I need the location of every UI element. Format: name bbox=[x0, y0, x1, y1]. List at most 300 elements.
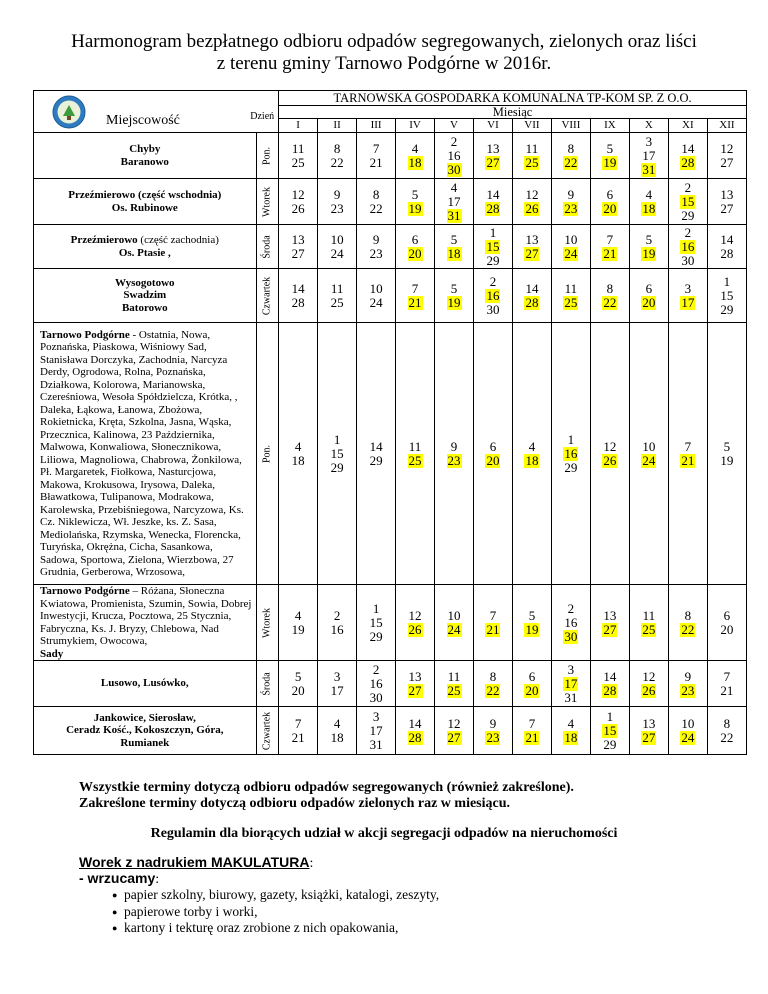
table-row bbox=[34, 179, 747, 225]
date-cell bbox=[512, 269, 551, 323]
location-name: Przeźmierowo bbox=[70, 234, 138, 246]
date-cell bbox=[629, 133, 668, 179]
pickup-date: 25 bbox=[330, 294, 344, 310]
pickup-date: 5 bbox=[528, 607, 536, 623]
pickup-date: 31 bbox=[564, 689, 578, 705]
date-cell bbox=[435, 225, 474, 269]
date-cell bbox=[473, 225, 512, 269]
pickup-date: 11 bbox=[564, 280, 578, 296]
date-cell bbox=[318, 225, 357, 269]
green-pickup-date: 26 bbox=[408, 621, 422, 637]
schedule-table bbox=[33, 90, 747, 755]
pickup-date: 12 bbox=[408, 607, 422, 623]
pickup-date: 14 bbox=[291, 280, 305, 296]
location-name: Lusowo, Lusówko, bbox=[100, 677, 189, 690]
pickup-date: 10 bbox=[330, 231, 344, 247]
date-cell bbox=[279, 661, 318, 707]
pickup-date: 29 bbox=[330, 459, 344, 475]
date-cell bbox=[707, 707, 746, 755]
date-cell bbox=[396, 225, 435, 269]
green-pickup-date: 16 bbox=[681, 238, 695, 254]
pickup-date: 13 bbox=[525, 231, 539, 247]
date-cell bbox=[396, 661, 435, 707]
date-cell bbox=[512, 585, 551, 661]
green-pickup-date: 20 bbox=[408, 245, 422, 261]
green-pickup-date: 19 bbox=[447, 294, 461, 310]
green-pickup-date: 24 bbox=[681, 729, 695, 745]
pickup-date: 6 bbox=[489, 438, 497, 454]
date-cell bbox=[357, 661, 396, 707]
location-cell bbox=[34, 585, 257, 661]
green-pickup-date: 23 bbox=[564, 200, 578, 216]
date-cell bbox=[590, 323, 629, 585]
date-cell bbox=[435, 707, 474, 755]
green-pickup-date: 25 bbox=[408, 452, 422, 468]
pickup-date: 17 bbox=[447, 193, 461, 209]
date-cell bbox=[668, 225, 707, 269]
day-column-label: Dzień bbox=[250, 111, 275, 122]
date-cell bbox=[357, 269, 396, 323]
green-pickup-date: 25 bbox=[642, 621, 656, 637]
green-pickup-date: 16 bbox=[564, 445, 578, 461]
date-cell bbox=[435, 585, 474, 661]
green-pickup-date: 28 bbox=[525, 294, 539, 310]
date-cell bbox=[357, 323, 396, 585]
month-header: VI bbox=[473, 119, 512, 133]
pickup-date: 4 bbox=[294, 607, 302, 623]
pickup-date: 4 bbox=[333, 715, 341, 731]
table-row bbox=[34, 661, 747, 707]
pickup-date: 3 bbox=[372, 708, 380, 724]
company-name: TARNOWSKA GOSPODARKA KOMUNALNA TP-KOM SP. Z O.O. bbox=[279, 91, 747, 106]
pickup-date: 29 bbox=[369, 628, 383, 644]
weekday-cell bbox=[256, 585, 279, 661]
green-pickup-date: 22 bbox=[681, 621, 695, 637]
pickup-date: 26 bbox=[291, 200, 305, 216]
pickup-date: 4 bbox=[567, 715, 575, 731]
date-cell bbox=[707, 661, 746, 707]
date-cell bbox=[435, 133, 474, 179]
location-cell bbox=[34, 323, 257, 585]
pickup-date: 13 bbox=[603, 607, 617, 623]
date-cell bbox=[357, 133, 396, 179]
date-cell bbox=[318, 661, 357, 707]
date-cell bbox=[629, 661, 668, 707]
date-cell bbox=[668, 707, 707, 755]
pickup-date: 25 bbox=[291, 154, 305, 170]
location-town: Tarnowo Podgórne bbox=[40, 585, 130, 597]
date-cell bbox=[279, 323, 318, 585]
pickup-date: 1 bbox=[723, 273, 731, 289]
pickup-date: 19 bbox=[720, 452, 734, 468]
date-cell bbox=[707, 585, 746, 661]
pickup-date: 30 bbox=[369, 689, 383, 705]
location-cell bbox=[34, 225, 257, 269]
date-cell bbox=[473, 323, 512, 585]
pickup-date: 2 bbox=[684, 224, 692, 240]
date-cell bbox=[279, 179, 318, 225]
green-pickup-date: 25 bbox=[525, 154, 539, 170]
pickup-date: 27 bbox=[720, 154, 734, 170]
date-cell bbox=[668, 585, 707, 661]
pickup-date: 9 bbox=[333, 186, 341, 202]
green-pickup-date: 20 bbox=[603, 200, 617, 216]
green-pickup-date: 31 bbox=[447, 207, 461, 223]
location-cell bbox=[34, 707, 257, 755]
pickup-date: 1 bbox=[372, 600, 380, 616]
list-item: ● kartony i tekturę oraz zrobione z nich opakowania, bbox=[112, 920, 439, 937]
date-cell bbox=[318, 269, 357, 323]
throw-in-heading bbox=[79, 870, 159, 888]
pickup-date: 28 bbox=[291, 294, 305, 310]
weekday-label: Wtorek bbox=[261, 186, 273, 217]
location-name: Baranowo bbox=[120, 155, 169, 168]
pickup-date: 17 bbox=[642, 147, 656, 163]
date-cell bbox=[551, 323, 590, 585]
green-pickup-date: 28 bbox=[603, 682, 617, 698]
pickup-date: 9 bbox=[684, 668, 692, 684]
pickup-date: 4 bbox=[411, 140, 419, 156]
date-cell bbox=[590, 707, 629, 755]
date-cell bbox=[668, 133, 707, 179]
pickup-date: 31 bbox=[369, 736, 383, 752]
pickup-date: 12 bbox=[603, 438, 617, 454]
pickup-date: 5 bbox=[645, 231, 653, 247]
green-pickup-date: 19 bbox=[603, 154, 617, 170]
pickup-date: 7 bbox=[294, 715, 302, 731]
green-pickup-date: 20 bbox=[486, 452, 500, 468]
pickup-date: 4 bbox=[528, 438, 536, 454]
date-cell bbox=[318, 133, 357, 179]
date-cell bbox=[279, 269, 318, 323]
location-cell bbox=[34, 133, 257, 179]
date-cell bbox=[551, 269, 590, 323]
pickup-date: 28 bbox=[720, 245, 734, 261]
month-header: I bbox=[279, 119, 318, 133]
green-pickup-date: 15 bbox=[681, 193, 695, 209]
date-cell bbox=[512, 661, 551, 707]
location-name: Jankowice, Sierosław, bbox=[93, 711, 196, 724]
table-row bbox=[34, 225, 747, 269]
date-cell bbox=[707, 133, 746, 179]
pickup-date: 7 bbox=[723, 668, 731, 684]
pickup-date: 11 bbox=[525, 140, 539, 156]
date-cell bbox=[318, 323, 357, 585]
location-name: Rumianek bbox=[120, 736, 170, 749]
pickup-date: 1 bbox=[489, 224, 497, 240]
pickup-date: 27 bbox=[720, 200, 734, 216]
bag-heading-colon: : bbox=[309, 856, 314, 871]
pickup-date: 8 bbox=[489, 668, 497, 684]
pickup-date: 23 bbox=[369, 245, 383, 261]
table-row bbox=[34, 707, 747, 755]
bag-heading-label: Worek z nadrukiem MAKULATURA bbox=[79, 854, 310, 870]
month-header: IV bbox=[396, 119, 435, 133]
pickup-date: 29 bbox=[486, 252, 500, 268]
green-pickup-date: 22 bbox=[486, 682, 500, 698]
date-cell bbox=[512, 133, 551, 179]
date-cell bbox=[396, 179, 435, 225]
pickup-date: 3 bbox=[567, 661, 575, 677]
date-cell bbox=[551, 585, 590, 661]
pickup-date: 7 bbox=[411, 280, 419, 296]
weekday-cell bbox=[256, 179, 279, 225]
date-cell bbox=[668, 269, 707, 323]
pickup-date: 5 bbox=[723, 438, 731, 454]
date-cell bbox=[707, 179, 746, 225]
green-pickup-date: 23 bbox=[486, 729, 500, 745]
green-pickup-date: 15 bbox=[486, 238, 500, 254]
date-cell bbox=[551, 661, 590, 707]
pickup-date: 29 bbox=[369, 452, 383, 468]
document-title-line-2: z terenu gminy Tarnowo Podgórne w 2016r. bbox=[216, 53, 552, 74]
pickup-date: 11 bbox=[291, 140, 305, 156]
pickup-date: 8 bbox=[372, 186, 380, 202]
pickup-date: 7 bbox=[684, 438, 692, 454]
table-row bbox=[34, 269, 747, 323]
location-cell bbox=[34, 179, 257, 225]
date-cell bbox=[435, 323, 474, 585]
pickup-date: 29 bbox=[564, 459, 578, 475]
date-cell bbox=[318, 585, 357, 661]
date-cell bbox=[396, 133, 435, 179]
date-cell bbox=[590, 179, 629, 225]
pickup-date: 30 bbox=[486, 301, 500, 317]
date-cell bbox=[668, 323, 707, 585]
green-pickup-date: 16 bbox=[486, 287, 500, 303]
weekday-cell bbox=[256, 133, 279, 179]
date-cell bbox=[590, 133, 629, 179]
pickup-date: 4 bbox=[450, 179, 458, 195]
pickup-date: 6 bbox=[606, 186, 614, 202]
date-cell bbox=[473, 269, 512, 323]
green-pickup-date: 19 bbox=[642, 245, 656, 261]
date-cell bbox=[551, 707, 590, 755]
date-cell bbox=[473, 585, 512, 661]
location-name: Os. Rubinowe bbox=[111, 201, 178, 214]
weekday-cell bbox=[256, 269, 279, 323]
date-cell bbox=[473, 179, 512, 225]
date-cell bbox=[357, 585, 396, 661]
date-cell bbox=[629, 707, 668, 755]
location-part: (część zachodnia) bbox=[137, 234, 219, 246]
weekday-cell bbox=[256, 323, 279, 585]
pickup-date: 24 bbox=[330, 245, 344, 261]
pickup-date: 2 bbox=[684, 179, 692, 195]
pickup-date: 13 bbox=[720, 186, 734, 202]
pickup-date: 14 bbox=[681, 140, 695, 156]
throw-in-label: - wrzucamy bbox=[79, 870, 156, 886]
date-cell bbox=[512, 225, 551, 269]
pickup-date: 16 bbox=[330, 621, 344, 637]
green-pickup-date: 19 bbox=[408, 200, 422, 216]
pickup-date: 6 bbox=[411, 231, 419, 247]
pickup-date: 1 bbox=[606, 708, 614, 724]
location-name: Ceradz Kość., Kokoszczyn, Góra, bbox=[66, 724, 224, 737]
pickup-date: 9 bbox=[450, 438, 458, 454]
weekday-label: Środa bbox=[261, 671, 273, 696]
pickup-date: 10 bbox=[369, 280, 383, 296]
pickup-date: 10 bbox=[642, 438, 656, 454]
date-cell bbox=[512, 323, 551, 585]
pickup-date: 21 bbox=[720, 682, 734, 698]
location-name: Batorowo bbox=[121, 301, 168, 314]
pickup-date: 22 bbox=[369, 200, 383, 216]
pickup-date: 8 bbox=[606, 280, 614, 296]
throw-in-colon: : bbox=[155, 872, 160, 887]
date-cell bbox=[512, 179, 551, 225]
green-pickup-date: 27 bbox=[603, 621, 617, 637]
location-name: Wysogotowo bbox=[115, 276, 175, 289]
pickup-date: 5 bbox=[411, 186, 419, 202]
pickup-date: 10 bbox=[681, 715, 695, 731]
green-pickup-date: 20 bbox=[525, 682, 539, 698]
location-extra: Sady bbox=[40, 647, 64, 660]
date-cell bbox=[590, 661, 629, 707]
month-group-label: Miesiąc bbox=[279, 106, 747, 119]
green-pickup-date: 30 bbox=[447, 161, 461, 177]
green-pickup-date: 21 bbox=[681, 452, 695, 468]
pickup-date: 7 bbox=[372, 140, 380, 156]
pickup-date: 1 bbox=[567, 431, 575, 447]
pickup-date: 15 bbox=[720, 287, 734, 303]
green-pickup-date: 21 bbox=[603, 245, 617, 261]
green-pickup-date: 28 bbox=[486, 200, 500, 216]
date-cell bbox=[512, 707, 551, 755]
pickup-date: 2 bbox=[567, 600, 575, 616]
pickup-date: 8 bbox=[567, 140, 575, 156]
green-pickup-date: 24 bbox=[564, 245, 578, 261]
date-cell bbox=[629, 225, 668, 269]
green-pickup-date: 21 bbox=[408, 294, 422, 310]
green-pickup-date: 22 bbox=[603, 294, 617, 310]
list-item: ● papier szkolny, biurowy, gazety, książki, katalogi, zeszyty, bbox=[112, 887, 439, 904]
green-pickup-date: 23 bbox=[447, 452, 461, 468]
date-cell bbox=[551, 225, 590, 269]
date-cell bbox=[629, 179, 668, 225]
weekday-label: Pon. bbox=[261, 146, 273, 165]
pickup-date: 5 bbox=[450, 280, 458, 296]
pickup-date: 5 bbox=[450, 231, 458, 247]
pickup-date: 14 bbox=[486, 186, 500, 202]
table-row bbox=[34, 323, 747, 585]
pickup-date: 1 bbox=[333, 431, 341, 447]
pickup-date: 7 bbox=[528, 715, 536, 731]
date-cell bbox=[435, 179, 474, 225]
header-location-cell bbox=[34, 91, 279, 133]
table-row bbox=[34, 585, 747, 661]
weekday-cell bbox=[256, 661, 279, 707]
weekday-label: Czwartek bbox=[261, 711, 273, 750]
pickup-date: 5 bbox=[294, 668, 302, 684]
date-cell bbox=[707, 225, 746, 269]
green-pickup-date: 19 bbox=[525, 621, 539, 637]
date-cell bbox=[590, 269, 629, 323]
location-name: Chyby bbox=[129, 143, 161, 155]
weekday-label: Czwartek bbox=[261, 276, 273, 315]
pickup-date: 20 bbox=[291, 682, 305, 698]
weekday-cell bbox=[256, 707, 279, 755]
location-streets: - Ostatnia, Nowa, Poznańska, Piaskowa, Wiśniowy Sad, Stanisława Dorczyka, Zachodnia, Narcyza Derdy, Ogrodowa, Rolna, Poznańska, Działkowa, Kolorowa, Marianowska, Czereśniowa, Wesoła Spółdzielcza, Krótka, , Daleka, Łąkowa, Łanowa, Zbożowa, Rokietnicka, Kręta, Szkolna, Jasna, Wąska, Przecznica, Kalinowa, 23 Października, Malwowa, Konwaliowa, Słonecznikowa, Liliowa, Magnoliowa, Chabrowa, Żonkilowa, Pł. Margaretek, Fiołkowa, Nasturcjowa, Makowa, Krokusowa, Irysowa, Daleka, Bławatkowa, Tulipanowa, Modrakowa, Karolewska, Przebiśniegowa, Narcyzowa, Ks. Cz. Niklewicza, Wł. Jeszke, ks. Z. Sasa, Mediolańska, Rzymska, Wenecka, Florencka, Turyńska, Okrężna, Cicha, Sasankowa, Sadowa, Sportowa, Zielona, Wierzbowa, 27 Grudnia, Gerberowa, Wrzosowa, bbox=[40, 328, 244, 578]
green-pickup-date: 18 bbox=[642, 200, 656, 216]
pickup-date: 22 bbox=[330, 154, 344, 170]
date-cell bbox=[590, 585, 629, 661]
date-cell bbox=[668, 179, 707, 225]
pickup-date: 16 bbox=[564, 614, 578, 630]
pickup-date: 9 bbox=[372, 231, 380, 247]
green-pickup-date: 26 bbox=[642, 682, 656, 698]
pickup-date: 7 bbox=[606, 231, 614, 247]
location-name: Swadzim bbox=[123, 289, 167, 302]
pickup-date: 23 bbox=[330, 200, 344, 216]
pickup-date: 6 bbox=[645, 280, 653, 296]
pickup-date: 14 bbox=[720, 231, 734, 247]
pickup-date: 16 bbox=[369, 675, 383, 691]
weekday-label: Środa bbox=[261, 234, 273, 259]
pickup-date: 29 bbox=[720, 301, 734, 317]
green-pickup-date: 22 bbox=[564, 154, 578, 170]
accepted-items-list bbox=[112, 887, 439, 937]
green-pickup-date: 24 bbox=[447, 621, 461, 637]
month-header: XI bbox=[668, 119, 707, 133]
pickup-date: 21 bbox=[369, 154, 383, 170]
pickup-date: 2 bbox=[489, 273, 497, 289]
pickup-date: 29 bbox=[603, 736, 617, 752]
pickup-date: 6 bbox=[528, 668, 536, 684]
pickup-date: 13 bbox=[642, 715, 656, 731]
date-cell bbox=[435, 269, 474, 323]
pickup-date: 20 bbox=[720, 621, 734, 637]
location-column-label: Miejscowość bbox=[106, 113, 180, 128]
pickup-date: 11 bbox=[642, 607, 656, 623]
pickup-date: 24 bbox=[369, 294, 383, 310]
green-pickup-date: 27 bbox=[408, 682, 422, 698]
green-pickup-date: 28 bbox=[408, 729, 422, 745]
weekday-label: Pon. bbox=[261, 444, 273, 463]
location-cell bbox=[34, 661, 257, 707]
month-header: IX bbox=[590, 119, 629, 133]
pickup-date: 10 bbox=[447, 607, 461, 623]
pickup-date: 11 bbox=[447, 668, 461, 684]
date-cell bbox=[473, 661, 512, 707]
pickup-date: 3 bbox=[333, 668, 341, 684]
note-segregated: Wszystkie terminy dotyczą odbioru odpadów segregowanych (również zakreślone). bbox=[79, 780, 574, 795]
month-header: X bbox=[629, 119, 668, 133]
pickup-date: 12 bbox=[447, 715, 461, 731]
pickup-date: 2 bbox=[450, 133, 458, 149]
pickup-date: 11 bbox=[330, 280, 344, 296]
note-green-waste: Zakreślone terminy dotyczą odbioru odpadów zielonych raz w miesiącu. bbox=[79, 796, 511, 811]
green-pickup-date: 20 bbox=[642, 294, 656, 310]
green-pickup-date: 26 bbox=[525, 200, 539, 216]
document-title-line-1: Harmonogram bezpłatnego odbioru odpadów segregowanych, zielonych oraz liści bbox=[71, 31, 697, 52]
pickup-date: 29 bbox=[681, 207, 695, 223]
date-cell bbox=[590, 225, 629, 269]
pickup-date: 12 bbox=[642, 668, 656, 684]
date-cell bbox=[279, 225, 318, 269]
pickup-date: 14 bbox=[525, 280, 539, 296]
date-cell bbox=[357, 225, 396, 269]
green-pickup-date: 21 bbox=[525, 729, 539, 745]
weekday-label: Wtorek bbox=[261, 607, 273, 638]
month-header: VII bbox=[512, 119, 551, 133]
pickup-date: 17 bbox=[330, 682, 344, 698]
green-pickup-date: 31 bbox=[642, 161, 656, 177]
green-pickup-date: 24 bbox=[642, 452, 656, 468]
green-pickup-date: 17 bbox=[681, 294, 695, 310]
green-pickup-date: 18 bbox=[408, 154, 422, 170]
month-header: VIII bbox=[551, 119, 590, 133]
